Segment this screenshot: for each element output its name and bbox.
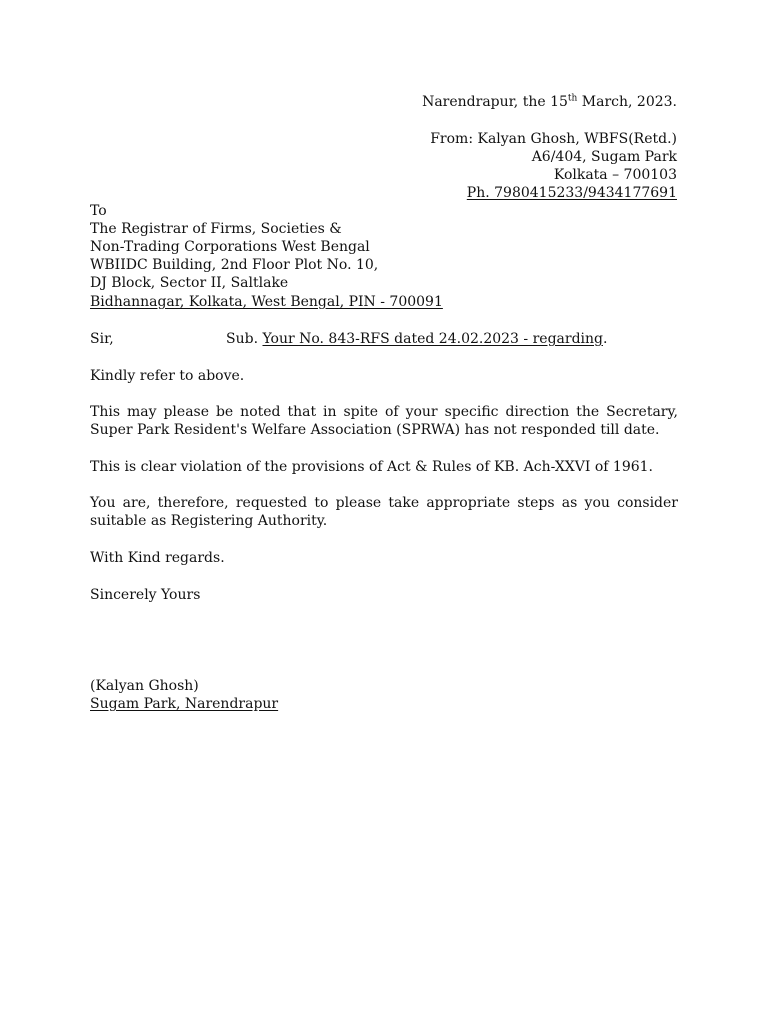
salutation: Sir, bbox=[90, 331, 114, 347]
closing: Sincerely Yours bbox=[90, 587, 201, 603]
sender-address-2: Kolkata – 700103 bbox=[553, 167, 677, 183]
recipient-line-3: WBIIDC Building, 2nd Floor Plot No. 10, bbox=[90, 257, 379, 273]
recipient-to: To bbox=[90, 203, 107, 219]
body-paragraph-4: You are, therefore, requested to please take appropriate steps as you consider suitable as Registering Authority. bbox=[90, 495, 678, 529]
recipient-line-5: Bidhannagar, Kolkata, West Bengal, PIN - 700091 bbox=[90, 294, 443, 310]
subject-text: Your No. 843-RFS dated 24.02.2023 - regarding bbox=[262, 331, 603, 347]
sender-address-1: A6/404, Sugam Park bbox=[531, 149, 677, 165]
signature-place: Sugam Park, Narendrapur bbox=[90, 696, 279, 712]
date-text: Narendrapur, the 15 bbox=[422, 94, 568, 110]
signature-name: (Kalyan Ghosh) bbox=[90, 678, 199, 694]
subject-end: . bbox=[603, 331, 608, 347]
recipient-line-1: The Registrar of Firms, Societies & bbox=[90, 221, 342, 237]
body-paragraph-5: With Kind regards. bbox=[90, 550, 225, 566]
date-month-year: March, 2023. bbox=[577, 94, 677, 110]
subject-label: Sub. bbox=[226, 331, 259, 347]
sender-from: From: Kalyan Ghosh, WBFS(Retd.) bbox=[430, 131, 677, 147]
recipient-line-4: DJ Block, Sector II, Saltlake bbox=[90, 275, 289, 291]
body-paragraph-3: This is clear violation of the provisions of Act & Rules of KB. Ach-XXVI of 1961. bbox=[90, 459, 653, 475]
sender-phone: Ph. 7980415233/9434177691 bbox=[466, 185, 677, 201]
recipient-line-2: Non-Trading Corporations West Bengal bbox=[90, 239, 370, 255]
date-ordinal: th bbox=[567, 93, 578, 104]
subject-line bbox=[226, 330, 607, 348]
date-line bbox=[422, 93, 677, 111]
body-paragraph-2: This may please be noted that in spite of your specific direction the Secretary, Super Park Resident's Welfare Association (SPRWA) has not responded till date. bbox=[90, 404, 678, 438]
body-paragraph-1: Kindly refer to above. bbox=[90, 368, 245, 384]
